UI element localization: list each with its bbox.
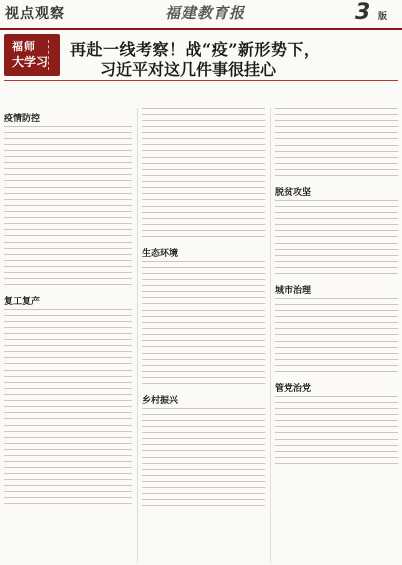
- text-block: [275, 243, 398, 279]
- column-name: 视点观察: [5, 6, 65, 22]
- section-title-resumption: 复工复产: [4, 297, 41, 307]
- text-block: [4, 242, 132, 290]
- text-block: [4, 425, 132, 509]
- article-body: [142, 261, 265, 389]
- text-block: [275, 108, 398, 144]
- text-block: [275, 145, 398, 181]
- badge-line2: 大学习: [12, 55, 49, 69]
- text-block: [142, 408, 265, 456]
- text-block: [275, 439, 398, 469]
- section-title-epidemic: 疫情防控: [4, 114, 41, 124]
- text-block: [142, 353, 265, 389]
- column-2: [137, 108, 265, 563]
- page-number: 3: [355, 0, 371, 25]
- section-title-party: 管党治党: [275, 384, 312, 394]
- article-body: [142, 408, 265, 511]
- article-body: [275, 298, 398, 377]
- section-title-city: 城市治理: [275, 286, 312, 296]
- headline-line1: 再赴一线考察！战“疫”新形势下，: [70, 40, 321, 59]
- column-badge: [4, 34, 60, 76]
- article-body: [4, 309, 132, 509]
- text-block: [142, 261, 265, 309]
- page-unit: 版: [378, 12, 388, 22]
- text-block: [4, 370, 132, 424]
- text-block: [275, 341, 398, 377]
- text-block: [142, 108, 265, 156]
- text-block: [142, 457, 265, 511]
- text-block: [4, 187, 132, 241]
- text-block: [142, 310, 265, 352]
- masthead: [0, 0, 402, 30]
- text-block: [142, 157, 265, 205]
- paper-name: 福建教育报: [164, 4, 245, 22]
- lead-paragraph: [66, 83, 396, 105]
- badge-line1: 福师: [12, 40, 36, 53]
- article-body: [4, 126, 132, 290]
- text-block: [275, 298, 398, 340]
- text-block: [275, 396, 398, 438]
- text-block: [4, 309, 132, 369]
- headline-line2: 习近平对这几件事很挂心: [100, 60, 277, 79]
- column-1: [4, 108, 132, 563]
- section-title-poverty: 脱贫攻坚: [275, 188, 312, 198]
- article-body: [142, 108, 265, 242]
- article-body: [275, 396, 398, 469]
- text-block: [142, 206, 265, 242]
- article-body: [275, 200, 398, 279]
- section-title-ecology: 生态环境: [142, 249, 179, 259]
- section-title-rural: 乡村振兴: [142, 396, 179, 406]
- badge-decoration: [48, 40, 56, 70]
- article-body: [275, 108, 398, 181]
- banner-divider: [4, 80, 398, 81]
- text-block: [4, 126, 132, 186]
- text-block: [275, 200, 398, 242]
- column-3: [270, 108, 398, 563]
